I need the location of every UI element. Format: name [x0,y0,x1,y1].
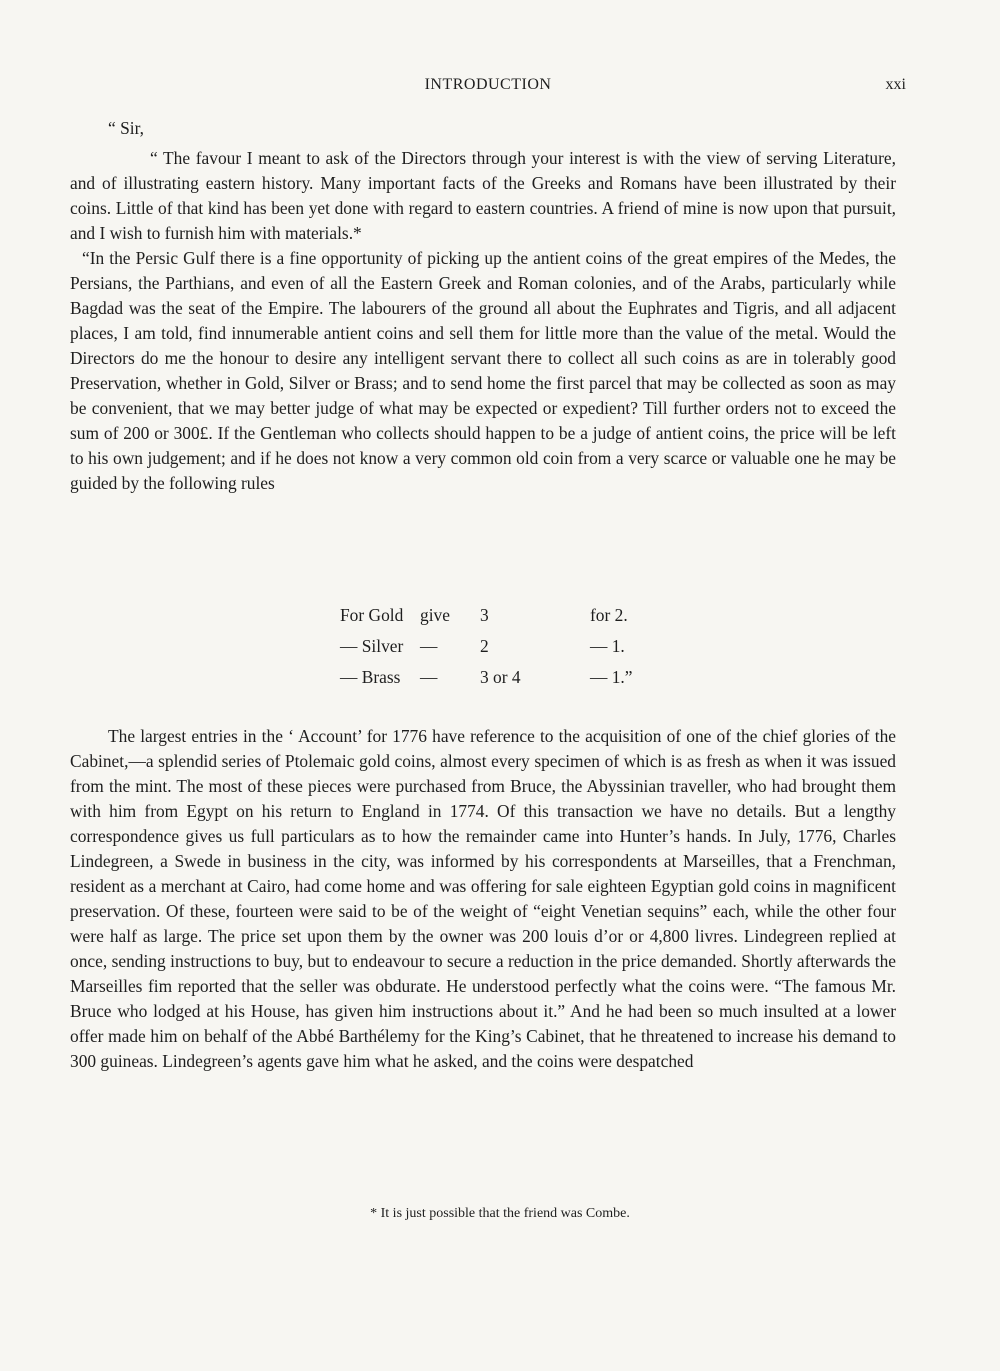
rule-ratio: — 1. [590,636,625,656]
rule-metal: For Gold [340,605,404,625]
running-head [70,76,906,100]
rule-qty: 2 [480,636,489,656]
rule-ratio: for 2. [590,605,628,625]
exchange-rules [340,600,680,693]
main-paragraph: The largest entries in the ‘ Account’ for 1776 have reference to the acquisition of one of the chief glories of the Cabinet,—a splendid series of Ptolemaic gold coins, almost every specimen of which is as fresh as when it was issued from the mint. The most of these pieces were purchased from Bruce, the Abyssinian traveller, who had brought them with him from Egypt on his return to England in 1774. Of this transaction we have no details. But a lengthy correspondence gives us full particulars as to how the remainder came into Hunter’s hands. In July, 1776, Charles Lindegreen, a Swede in business in the city, was informed by his correspondents at Marseilles, that a Frenchman, resident as a merchant at Cairo, had come home and was offering for sale eighteen Egyptian gold coins in magnificent preservation. Of these, fourteen were said to be of the weight of “eight Venetian sequins” each, while the other four were half as large. The price set upon them by the owner was 200 louis d’or or 4,800 livres. Lindegreen replied at once, sending instructions to buy, but to endeavour to secure a reduction in the price demanded. Shortly afterwards the Marseilles fim reported that the seller was obdurate. He understood perfectly what the coins were. “The famous Mr. Bruce who lodged at his House, has given him instructions about it.” And he had been so much insulted at a lower offer made him on behalf of the Abbé Barthélemy for the King’s Cabinet, that he threatened to increase his demand to 300 guineas. Lindegreen’s agents gave him what he asked, and the coins were despatched [70,726,896,1071]
main-text [70,724,896,1074]
rule-ratio: — 1.” [590,667,633,687]
rule-verb: — [420,636,438,656]
page-number: xxi [885,76,906,93]
rule-verb: give [420,605,450,625]
letter-paragraph-1: “ The favour I meant to ask of the Directors through your interest is with the view of serving Literature, and of illustrating eastern history. Many important facts of the Greeks and Romans have been illustrated by their coins. Little of that kind has been yet done with regard to eastern countries. A friend of mine is now upon that pursuit, and I wish to furnish him with materials.* [70,148,896,243]
rule-metal: — Silver [340,636,404,656]
rule-metal: — Brass [340,667,401,687]
footnote: * It is just possible that the friend was Combe. [370,1206,630,1221]
rule-row-brass [340,662,680,693]
rule-verb: — [420,667,438,687]
letter-paragraph-2: “In the Persic Gulf there is a fine opportunity of picking up the antient coins of the great empires of the Medes, the Persians, the Parthians, and even of all the Eastern Greek and Roman colonies, and of the Arabs, particularly while Bagdad was the seat of the Empire. The labourers of the ground all about the Euphrates and Tigris, and all adjacent places, I am told, find innumerable antient coins and sell them for little more than the value of the metal. Would the Directors do me the honour to desire any intelligent servant there to collect all such coins as are in tolerably good Preservation, whether in Gold, Silver or Brass; and to send home the first parcel that may be collected as soon as may be convenient, that we may better judge of what may be expected or expedient? Till further orders not to exceed the sum of 200 or 300£. If the Gentleman who collects should happen to be a judge of antient coins, the price will be left to his own judgement; and if he does not know a very common old coin from a very scarce or valuable one he may be guided by the following rules [70,248,896,493]
letter-body [70,146,896,496]
letter-salutation: “ Sir, [108,118,145,138]
rule-qty: 3 [480,605,489,625]
rule-qty: 3 or 4 [480,667,521,687]
running-head-title: INTRODUCTION [424,76,552,93]
rule-row-gold [340,600,680,631]
rule-row-silver [340,631,680,662]
